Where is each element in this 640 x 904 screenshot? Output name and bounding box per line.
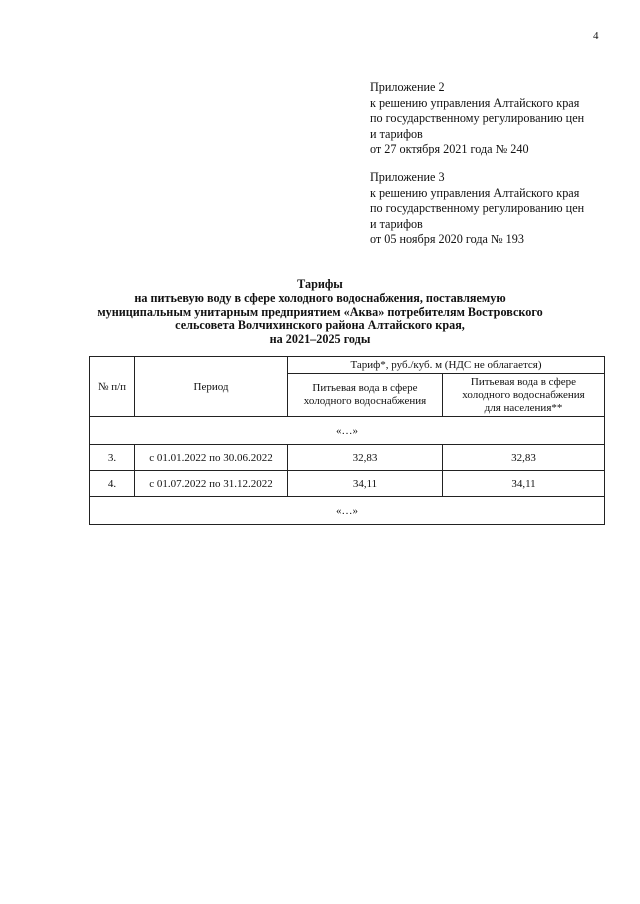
title-line: на 2021–2025 годы — [269, 332, 371, 347]
appendix-3-line: к решению управления Алтайского края — [370, 185, 580, 200]
title-line: муниципальным унитарным предприятием «Аква» потребителям Востровского — [97, 304, 543, 319]
appendix-3-line: и тарифов — [370, 216, 423, 231]
cell-tariff-a: 32,83 — [288, 445, 443, 471]
cell-period: с 01.07.2022 по 31.12.2022 — [135, 471, 288, 497]
header-tariff: Тариф*, руб./куб. м (НДС не облагается) — [288, 357, 605, 374]
table-row-ellipsis — [90, 417, 605, 445]
cell-tariff-b: 32,83 — [443, 445, 605, 471]
header-num: № п/п — [90, 357, 135, 417]
appendix-3-line: по государственному регулированию цен — [370, 201, 585, 215]
appendix-2-date: от 27 октября 2021 года № 240 — [370, 142, 529, 156]
header-drinking-water-population — [443, 374, 605, 417]
appendix-3-date: от 05 ноября 2020 года № 193 — [370, 232, 524, 246]
document-title — [60, 278, 580, 347]
title-line: на питьевую воду в сфере холодного водоснабжения, поставляемую — [134, 290, 506, 305]
sub-b-line: для населения** — [484, 401, 563, 414]
sub-a-line: холодного водоснабжения — [303, 395, 427, 407]
table-header-row — [90, 357, 605, 374]
appendix-2-header — [370, 80, 620, 158]
header-drinking-water — [288, 374, 443, 417]
appendix-2-line: по государственному регулированию цен — [370, 111, 585, 125]
title-line: сельсовета Волчихинского района Алтайского края, — [175, 318, 465, 333]
sub-b-line: холодного водоснабжения — [462, 388, 585, 401]
appendix-3-title: Приложение 3 — [370, 170, 445, 184]
table-row-ellipsis — [90, 497, 605, 525]
ellipsis-cell: «…» — [90, 417, 605, 445]
page-number: 4 — [593, 30, 599, 42]
cell-tariff-b: 34,11 — [443, 471, 605, 497]
sub-a-line: Питьевая вода в сфере — [312, 382, 418, 394]
cell-period: с 01.01.2022 по 30.06.2022 — [135, 445, 288, 471]
appendix-2-title: Приложение 2 — [370, 80, 445, 94]
appendix-2-line: и тарифов — [370, 126, 423, 141]
appendix-2-line: к решению управления Алтайского края — [370, 95, 580, 110]
tariff-table — [89, 356, 605, 525]
cell-num: 3. — [90, 445, 135, 471]
sub-b-line: Питьевая вода в сфере — [470, 375, 577, 388]
table-row — [90, 471, 605, 497]
appendix-3-header — [370, 170, 620, 248]
table-row — [90, 445, 605, 471]
cell-tariff-a: 34,11 — [288, 471, 443, 497]
ellipsis-cell: «…» — [90, 497, 605, 525]
header-period: Период — [135, 357, 288, 417]
cell-num: 4. — [90, 471, 135, 497]
title-heading: Тарифы — [297, 277, 343, 291]
